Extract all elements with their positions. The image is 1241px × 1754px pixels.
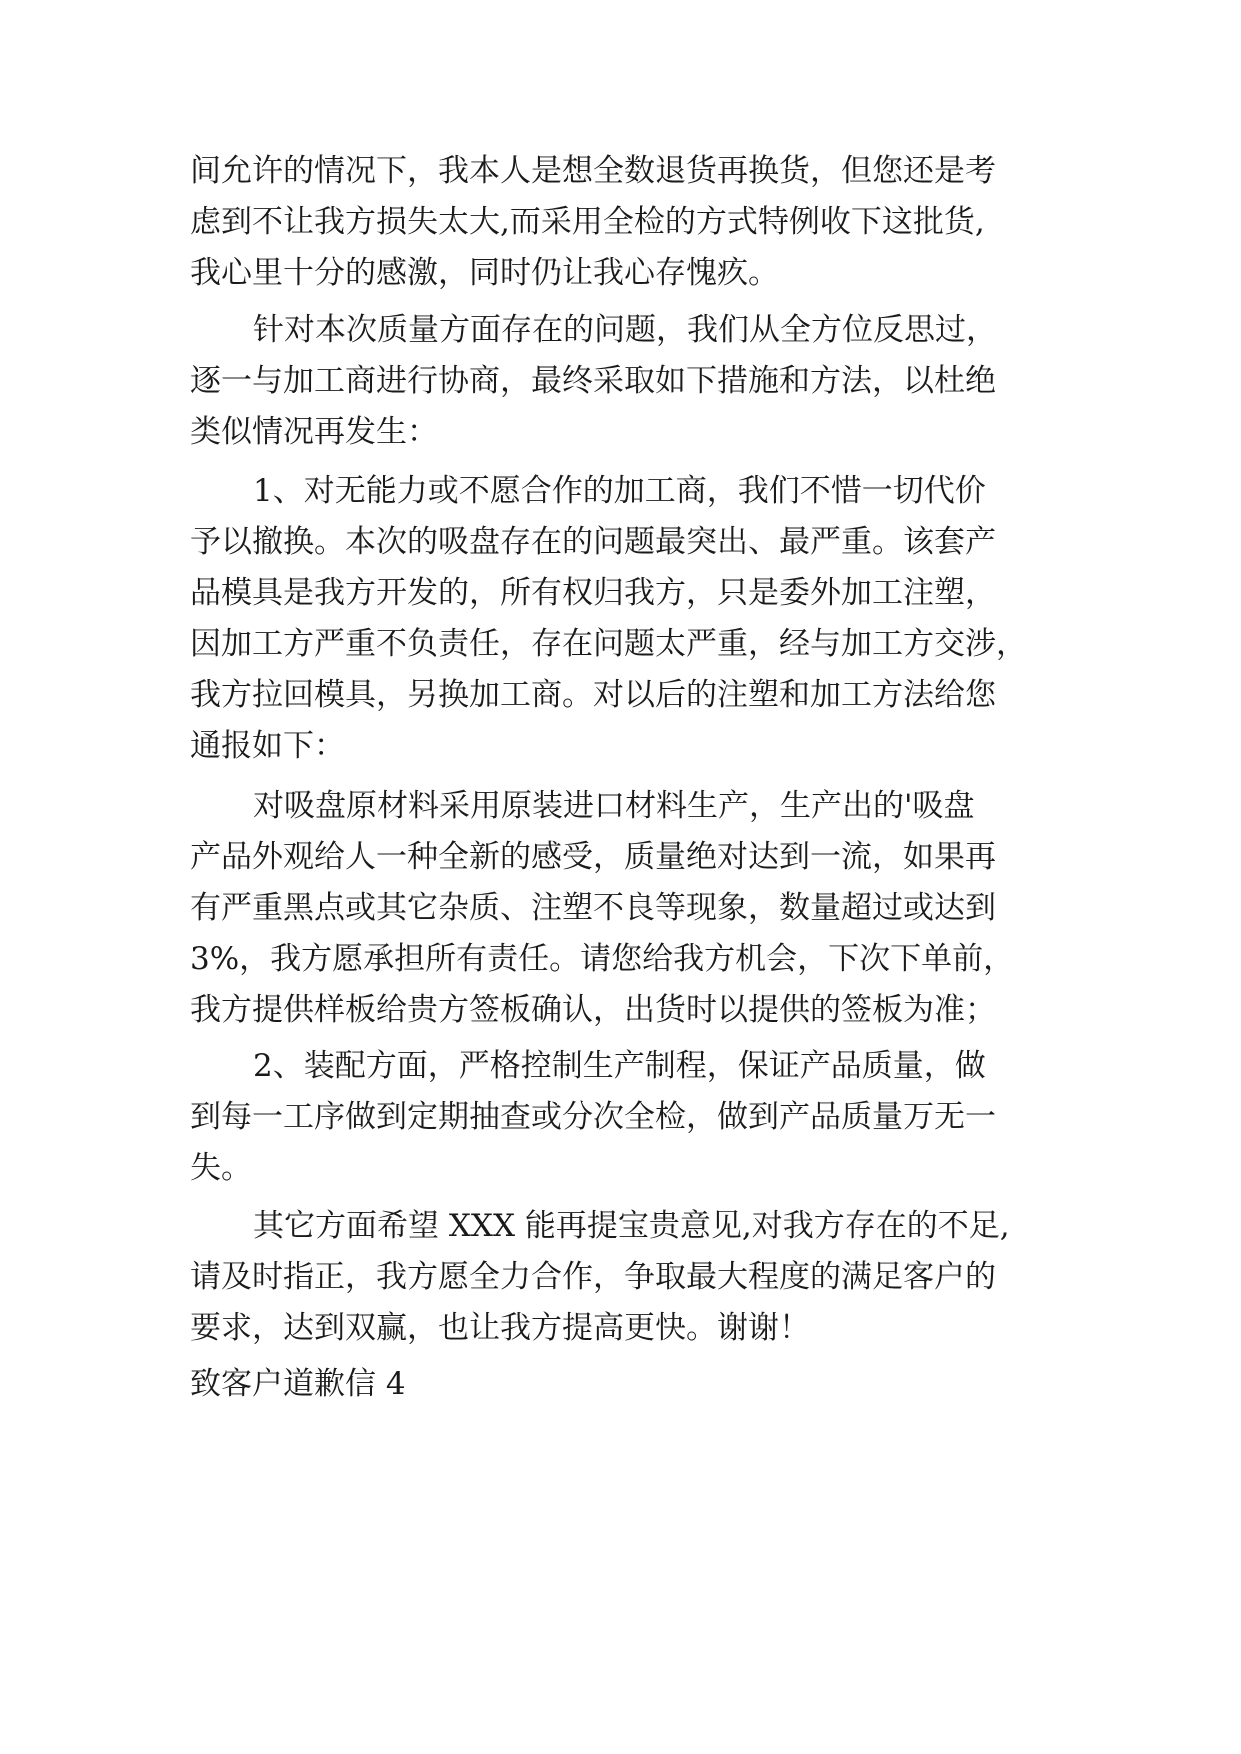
paragraph-first-line: 针对本次质量方面存在的问题，我们从全方位反思过， <box>253 312 997 348</box>
paragraph-first-line: 对吸盘原材料采用原装进口材料生产，生产出的'吸盘 <box>253 788 975 824</box>
text-line: 请及时指正，我方愿全力合作，争取最大程度的满足客户的 <box>190 1259 996 1295</box>
text-line: 我心里十分的感激，同时仍让我心存愧疚。 <box>190 255 779 291</box>
text-line: 品模具是我方开发的，所有权归我方，只是委外加工注塑， <box>190 575 996 611</box>
text-line: 到每一工序做到定期抽查或分次全检，做到产品质量万无一 <box>190 1099 996 1135</box>
text-line: 要求，达到双赢，也让我方提高更快。谢谢！ <box>190 1310 810 1346</box>
text-line: 逐一与加工商进行协商，最终采取如下措施和方法，以杜绝 <box>190 363 996 399</box>
text-line: 通报如下： <box>190 728 345 764</box>
text-line: 产品外观给人一种全新的感受，质量绝对达到一流，如果再 <box>190 839 996 875</box>
text-line: 虑到不让我方损失太大,而采用全检的方式特例收下这批货, <box>190 204 985 240</box>
paragraph-first-line: 1、对无能力或不愿合作的加工商，我们不惜一切代价 <box>253 473 986 509</box>
text-line: 类似情况再发生： <box>190 414 438 450</box>
text-line: 失。 <box>190 1150 252 1186</box>
text-line: 有严重黑点或其它杂质、注塑不良等现象，数量超过或达到 <box>190 890 996 926</box>
section-heading: 致客户道歉信 4 <box>190 1366 406 1402</box>
text-line: 我方拉回模具，另换加工商。对以后的注塑和加工方法给您 <box>190 677 996 713</box>
paragraph-first-line: 其它方面希望 XXX 能再提宝贵意见,对我方存在的不足, <box>253 1208 1010 1244</box>
text-line: 我方提供样板给贵方签板确认，出货时以提供的签板为准； <box>190 992 996 1028</box>
text-line: 因加工方严重不负责任，存在问题太严重，经与加工方交涉， <box>190 626 1027 662</box>
text-line: 3%，我方愿承担所有责任。请您给我方机会，下次下单前， <box>190 941 1015 977</box>
text-line: 予以撤换。本次的吸盘存在的问题最突出、最严重。该套产 <box>190 524 996 560</box>
paragraph-first-line: 2、装配方面，严格控制生产制程，保证产品质量，做 <box>253 1048 986 1084</box>
text-line: 间允许的情况下，我本人是想全数退货再换货，但您还是考 <box>190 153 996 189</box>
